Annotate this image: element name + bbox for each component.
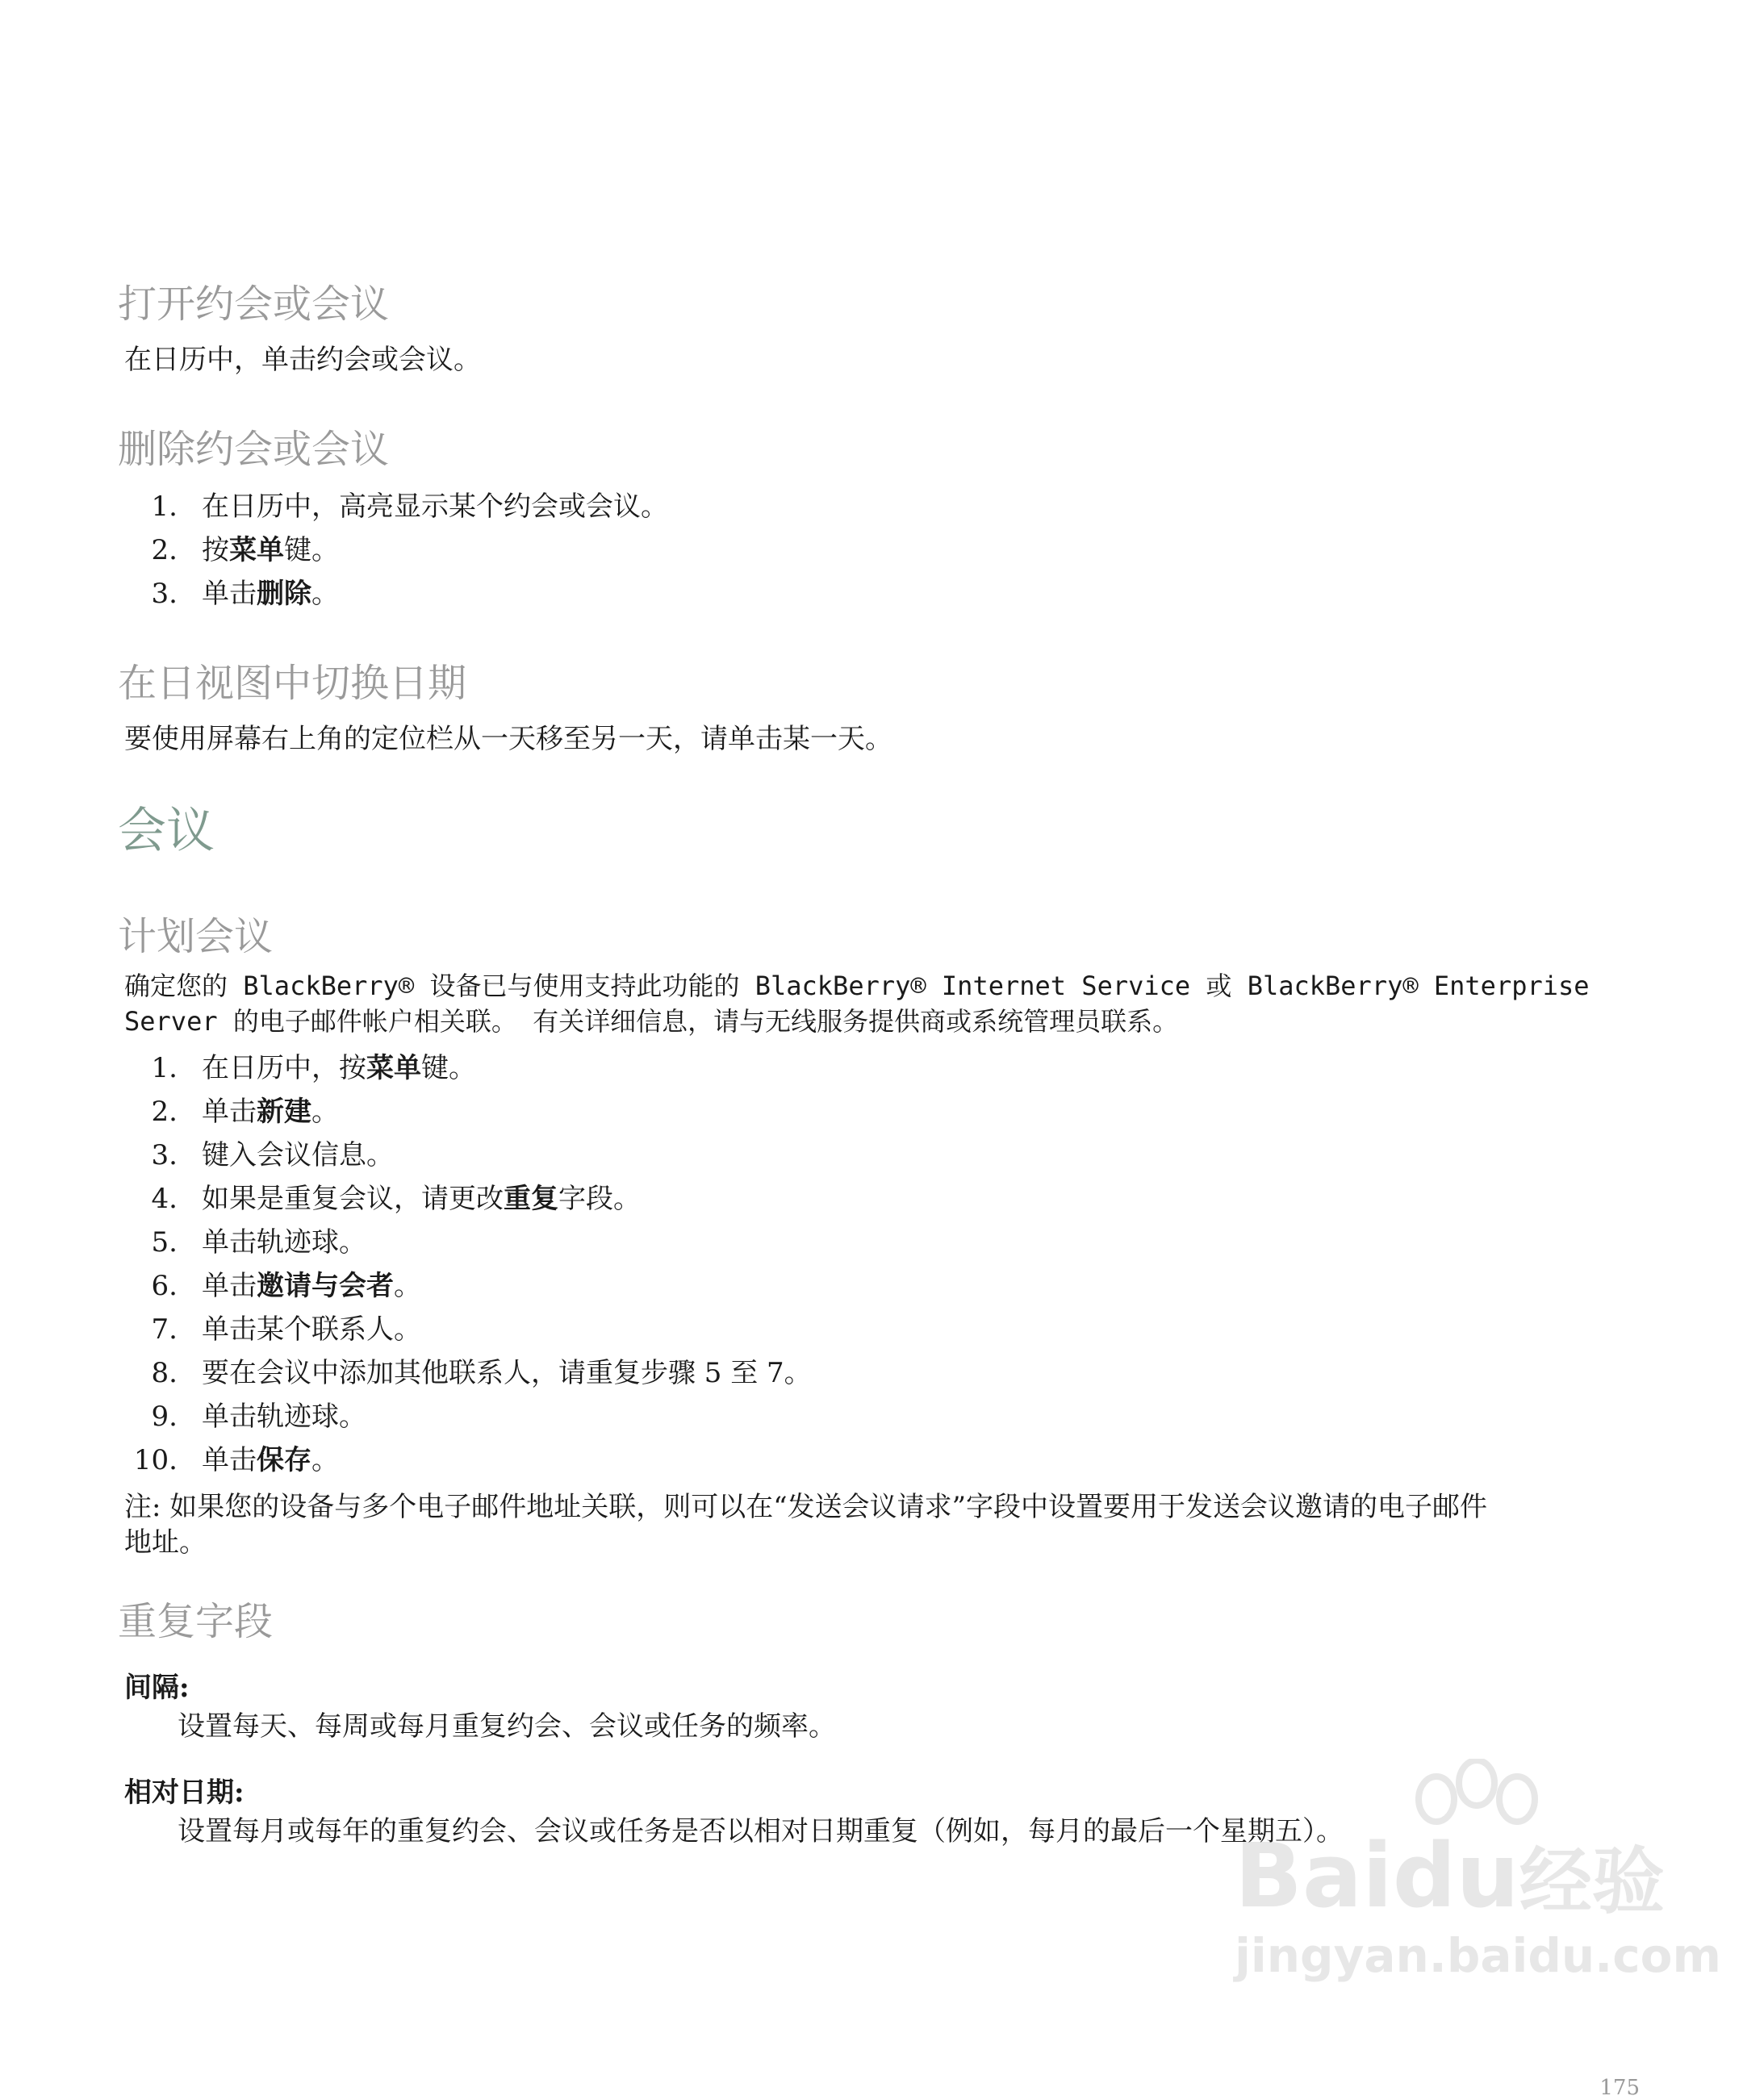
step-number: 3. (151, 1139, 178, 1171)
step-number: 5. (151, 1226, 178, 1259)
step-text: 单击保存。 (202, 1444, 339, 1476)
heading-plan-meeting: 计划会议 (118, 914, 274, 959)
step-text: 单击轨迹球。 (202, 1401, 366, 1433)
step-number: 1. (151, 491, 178, 523)
step-text: 要在会议中添加其他联系人，请重复步骤 5 至 7。 (202, 1357, 812, 1389)
paragraph-plan-intro-line2: Server 的电子邮件帐户相关联。 有关详细信息，请与无线服务提供商或系统管理员联系。 (124, 1006, 1179, 1037)
heading-recurrence-fields: 重复字段 (118, 1599, 274, 1644)
step-number: 2. (151, 534, 178, 566)
step-text: 在日历中，高亮显示某个约会或会议。 (202, 491, 668, 523)
step-text: 在日历中，按菜单键。 (202, 1052, 476, 1084)
step-text: 单击删除。 (202, 578, 339, 610)
step-text: 键入会议信息。 (202, 1139, 394, 1171)
note-line2: 地址。 (124, 1526, 207, 1559)
step-number: 10. (133, 1444, 178, 1476)
step-text: 单击轨迹球。 (202, 1226, 366, 1259)
page-number: 175 (1599, 2076, 1640, 2100)
field-term-interval: 间隔: (124, 1672, 190, 1704)
step-text: 单击新建。 (202, 1096, 339, 1128)
step-number: 8. (151, 1357, 178, 1389)
step-number: 1. (151, 1052, 178, 1084)
watermark-brand: Baidu经验 (1235, 1824, 1665, 1927)
step-text: 单击某个联系人。 (202, 1313, 421, 1346)
watermark-url: jingyan.baidu.com (1235, 1928, 1721, 1983)
note-line1: 注: 如果您的设备与多个电子邮件地址关联，则可以在“发送会议请求”字段中设置要用于发送会议邀请的电子邮件 (124, 1491, 1488, 1523)
heading-switch-date: 在日视图中切换日期 (118, 661, 467, 706)
step-text: 如果是重复会议，请更改重复字段。 (202, 1183, 641, 1215)
step-number: 3. (151, 578, 178, 610)
field-term-relative-date: 相对日期: (124, 1776, 245, 1809)
baidu-watermark (1235, 1824, 1721, 1983)
step-number: 6. (151, 1270, 178, 1302)
step-text: 单击邀请与会者。 (202, 1270, 421, 1302)
step-text: 按菜单键。 (202, 534, 339, 566)
chapter-title-meetings: 会议 (118, 803, 215, 859)
step-number: 9. (151, 1401, 178, 1433)
field-desc-relative-date: 设置每月或每年的重复约会、会议或任务是否以相对日期重复（例如，每月的最后一个星期五）。 (178, 1815, 1344, 1847)
heading-open-appointment: 打开约会或会议 (118, 282, 390, 327)
step-number: 4. (151, 1183, 178, 1215)
field-desc-interval: 设置每天、每周或每月重复约会、会议或任务的频率。 (178, 1710, 836, 1743)
step-number: 7. (151, 1313, 178, 1346)
paragraph-open-appointment: 在日历中，单击约会或会议。 (124, 344, 481, 376)
heading-delete-appointment: 删除约会或会议 (118, 427, 390, 472)
step-number: 2. (151, 1096, 178, 1128)
paragraph-plan-intro-line1: 确定您的 BlackBerry® 设备已与使用支持此功能的 BlackBerry® Internet Service 或 BlackBerry® Enterprise (124, 971, 1590, 1001)
paw-icon (1396, 1759, 1557, 1896)
paragraph-switch-date: 要使用屏幕右上角的定位栏从一天移至另一天，请单击某一天。 (124, 723, 892, 755)
